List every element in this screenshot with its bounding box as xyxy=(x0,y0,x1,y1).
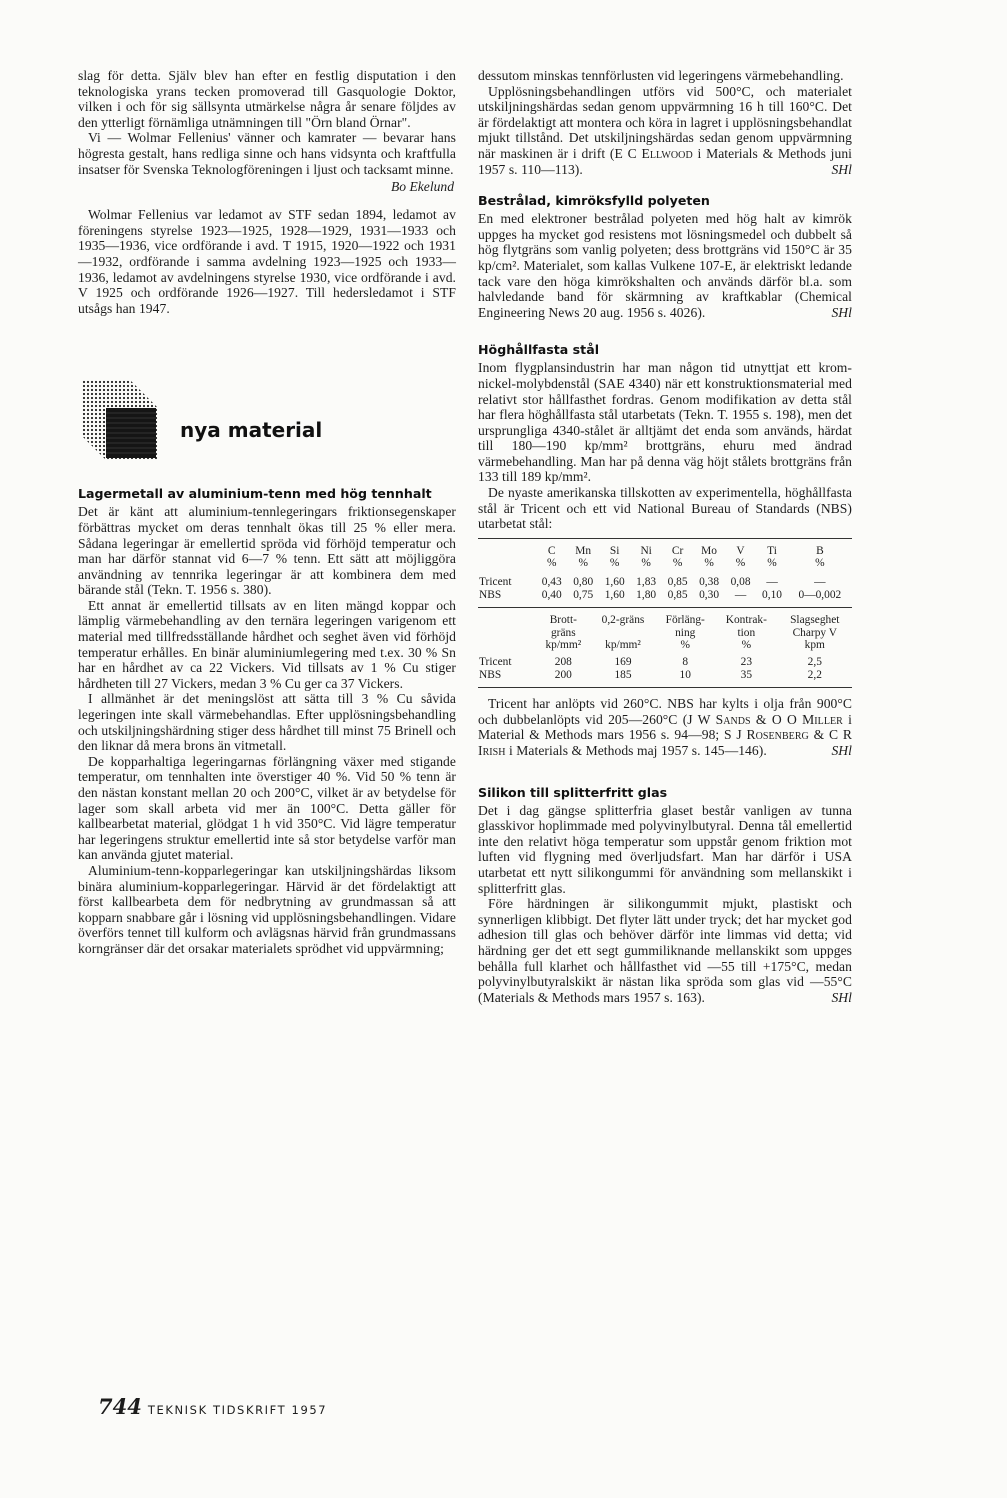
table-cell: 2,2 xyxy=(807,668,822,681)
table-cell: 0,40 xyxy=(541,588,562,601)
table-cell: 208 xyxy=(554,656,572,668)
table-cell: 0,80 xyxy=(573,576,594,589)
table-cell: 0,10 xyxy=(762,588,782,601)
article-paragraph: I allmänhet är det meningslöst att sätta till 3 % Cu såvida legeringen inte skall värmebehandlas. Efter upplösningsbehandling och utskiljningshärdning stiger dess hårdhet till minst 75 Brinell och den liknar då mera brons än vitmetall. xyxy=(78,691,456,754)
table-header-cell: Brott- xyxy=(549,614,577,627)
table-cell: 0,43 xyxy=(541,576,562,589)
author-initials: SHl xyxy=(831,989,852,1005)
table-header-cell: Förläng- xyxy=(665,614,705,627)
author-initials: SHl xyxy=(831,742,852,758)
table-header-cell: gräns xyxy=(550,626,576,639)
table-header-cell: kp/mm² xyxy=(605,639,641,652)
table-header-cell: % xyxy=(815,557,825,570)
section-logo-icon xyxy=(78,380,158,460)
table-cell: — xyxy=(766,576,778,589)
table-cell: 0,38 xyxy=(699,576,720,589)
table-header-cell: % xyxy=(672,557,683,570)
table-cell: — xyxy=(814,576,826,589)
article-paragraph: Ett annat är emellertid tillsats av en liten mängd koppar och lämplig värmebehandling av den ternära legeringen varigenom ett material med tillfredsställande hårdhet och seghet även vid förhöjd temperatur erhålles. En binär aluminiumlegering med t.ex. 30 % Sn har en hårdhet av ca 22 Vickers. Vid tillsats av 1 % Cu stiger hårdheten till 27 Vickers, medan 3 % Cu ger ca 37 Vickers. xyxy=(78,597,456,691)
table-header-cell xyxy=(478,557,536,570)
article-paragraph: dessutom minskas tennförlusten vid legeringens värmebehandling. xyxy=(478,68,844,83)
article-paragraph: Före härdningen är silikongummit mjukt, plastiskt och synnerligen klibbigt. Det flyter lätt under tryck; det har mycket god adhesion till glas och behöver därför inte limmas vid detta; vid härdning ger det ett segt gummiliknande mellanskikt som uppges behålla full klarhet och hållfasthet vid —55 till +175°C, medan polyvinylbutyralskikt är nästan lika spröda som glas vid —55°C (Materials & Methods mars 1957 s. 163). SHl xyxy=(478,896,852,1005)
table-header-cell xyxy=(478,545,536,558)
table-header-cell: kpm xyxy=(804,639,825,652)
table-header-cell: Charpy V xyxy=(792,626,837,639)
table-cell: 0,08 xyxy=(730,576,751,589)
table-header-cell: % xyxy=(641,557,651,570)
table-header-cell: Mo xyxy=(701,544,717,557)
table-cell: 0,75 xyxy=(573,588,594,601)
table-header-cell: % xyxy=(741,639,752,652)
article-heading: Bestrålad, kimröksfylld polyeten xyxy=(478,193,710,209)
table-cell: 1,80 xyxy=(636,588,657,601)
article-polyethylene xyxy=(478,193,852,320)
table-cell: 0—0,002 xyxy=(798,588,842,601)
section-header xyxy=(78,380,456,460)
table-header-cell xyxy=(591,627,656,640)
article-paragraph: Tricent har anlöpts vid 260°C. NBS har kylts i olja från 900°C och dubbelanlöpts vid 205—260°C (J W Sands & O O Miller i Material & Methods mars 1956 s. 94—98; S J Rosenberg & C R Irish i Materials & Methods maj 1957 s. 145—146). SHl xyxy=(478,696,852,758)
page-footer xyxy=(98,1394,327,1419)
table-cell: 8 xyxy=(682,656,689,668)
table-cell: NBS xyxy=(479,668,502,681)
left-column xyxy=(78,68,456,957)
author-initials: SHl xyxy=(831,304,852,320)
author-initials: SHl xyxy=(831,161,852,177)
table-header-cell: % xyxy=(680,639,690,652)
table-header-cell: V xyxy=(736,544,745,557)
obituary-paragraph: slag för detta. Själv blev han efter en festlig disputation i den teknologiska yrans tecken promoverad till Gasquologie Doktor, vilken i och för sig sällsynta utmärkelse några år senare följdes av den ytterligt förnämliga utnämningen till "Örn bland Örnar". xyxy=(78,68,456,130)
fellenius-bio: Wolmar Fellenius var ledamot av STF sedan 1894, ledamot av föreningens styrelse 1923—1925, 1928—1929, 1931—1933 och 1935—1936, vice ordförande i avd. T 1915, 1920—1922 och 1931—1932, ordförande i samma avdelning 1923—1925 och 1933—1936, ledamot av avdelningens styrelse 1930, vice ordförande i avd. V 1925 och ordförande 1926—1927. Till hedersledamot i STF utsågs han 1947. xyxy=(78,207,456,316)
article-heading: Lagermetall av aluminium-tenn med hög tennhalt xyxy=(78,486,432,502)
table-cell: Tricent xyxy=(479,656,512,668)
article-high-strength-steel xyxy=(478,342,852,758)
table-header-cell: % xyxy=(546,557,557,570)
table-cell: 0,30 xyxy=(699,588,720,601)
article-silicone-glass xyxy=(478,785,852,1006)
composition-table xyxy=(478,545,852,601)
table-header-cell: % xyxy=(609,557,620,570)
table-header-cell xyxy=(478,639,536,652)
right-column xyxy=(478,68,852,1005)
properties-table xyxy=(478,614,852,681)
article-paragraph: De kopparhaltiga legeringarnas förlängning växer med stigande temperatur, om tennhalten inte överstiger 40 %. Vid 50 % tenn är den nästan konstant mellan 20 och 200°C, vilket är av betydelse för lager som skall arbeta vid mer än 100°C. Detta gäller för kallbearbetat material, glödgat 1 h vid 350°C. Vid lägre temperatur har legeringens struktur emellertid inte så stor betydelse varför man kan använda gjutet material. xyxy=(78,753,456,863)
table-header-cell: Ni xyxy=(640,544,652,557)
table-cell: 185 xyxy=(614,668,632,681)
article-paragraph: Inom flygplansindustrin har man någon tid utnyttjat ett krom-nickel-molybdenstål (SAE 4340) när ett konstruktionsmaterial med relativt stor hållfasthet fordras. Genom modifikation av detta stål har flera höghållfasta stål utarbetats (Tekn. T. 1955 s. 198), men det ursprungliga 4340-stålet är alltjämt det enda som används, härdat till 180—190 kp/mm² brottgräns, ehuru med ändrad värmebehandling. Man har på denna väg höjt stålets brottgräns från 133 till 189 kp/mm². xyxy=(478,360,852,485)
table-header-cell: Kontrak- xyxy=(725,614,767,627)
table-cell: 1,60 xyxy=(604,576,625,589)
article-heading: Höghållfasta stål xyxy=(478,342,600,358)
table-header-cell: % xyxy=(767,557,777,570)
article-aluminium-tin xyxy=(78,486,456,956)
table-header-cell: % xyxy=(735,557,746,570)
table-cell: 10 xyxy=(679,668,691,681)
table-cell: 0,85 xyxy=(667,576,688,589)
table-header-cell: ning xyxy=(675,626,696,639)
table-header-cell: B xyxy=(816,544,824,557)
obituary-paragraph: Vi — Wolmar Fellenius' vänner och kamrater — bevarar hans högresta gestalt, hans redliga sinne och hans vidsynta och kraftfulla insatser för Svenska Teknologföreningen i ljust och tacksamt minne. xyxy=(78,130,456,177)
table-cell: 0,85 xyxy=(667,588,688,601)
table-header-cell: kp/mm² xyxy=(545,639,582,652)
table-header-cell xyxy=(478,627,536,640)
article-paragraph: Aluminium-tenn-kopparlegeringar kan utskiljningshärdas liksom binära aluminium-kopparlegeringar. Härvid är det fördelaktigt att först kallbearbeta dem för nedbrytning av grundmassan så att kopparn snabbare går i lösning vid upplösningsbehandlingen. Vidare överförs tennet till kulform och avlägsnas härvid från grundmassans korngränser där det orsakar materialets sprödhet vid uppvärmning; xyxy=(78,862,456,956)
table-header-cell: 0,2-gräns xyxy=(601,614,645,627)
table-header-cell: tion xyxy=(737,626,756,639)
table-cell: 23 xyxy=(740,656,753,668)
table-header-cell: Ti xyxy=(767,544,777,557)
article-heading: Silikon till splitterfritt glas xyxy=(478,784,668,800)
table-cell: 169 xyxy=(614,656,632,668)
table-header-cell xyxy=(478,614,536,627)
table-header-cell: Slagseghet xyxy=(790,614,840,627)
table-header-cell: Si xyxy=(609,544,620,557)
table-cell: 1,83 xyxy=(636,576,657,589)
table-cell: 2,5 xyxy=(807,656,822,668)
table-header-cell: Mn xyxy=(575,544,592,557)
page-number: 744 xyxy=(98,1394,142,1419)
table-cell: — xyxy=(734,588,747,601)
article-paragraph: De nyaste amerikanska tillskotten av experimentella, höghållfasta stål är Tricent och ett vid National Bureau of Standards (NBS) utarbetat stål: xyxy=(478,485,852,532)
article-paragraph: Upplösningsbehandlingen utförs vid 500°C, och materialet utskiljningshärdas sedan genom uppvärmning 16 h till 160°C. Det är fördelaktigt att montera och köra in lagret i upplösningsbehandlat mjukt tillstånd. Det utskiljningshärdas sedan genom uppvärmning när maskinen är i drift (E C Ellwood i Materials & Methods juni 1957 s. 110—113). SHl xyxy=(478,83,853,177)
table-cell: NBS xyxy=(479,588,502,601)
article-paragraph: Det i dag gängse splitterfria glaset består vanligen av tunna glasskivor hoplimmade med polyvinylbutyral. Denna tål emellertid inte den relativt höga temperatur som uppstår genom friktion mot luften vid flygning med överljudsfart. Man har därför i USA utarbetat ett nytt silikongummi för användning som mellanskikt i splitterfritt glas. xyxy=(478,802,852,896)
article-paragraph: Det är känt att aluminium-tennlegeringars friktionsegenskaper förbättras mycket om deras tennhalt ökas till 25 % eller mera. Sådana legeringar är emellertid spröda vid förhöjd temperatur och man har därför stannat vid 6—7 % tenn. Ett sätt att möjliggöra användning av tennrika legeringar är att kombinera dem med bärande stål (Tekn. T. 1956 s. 380). xyxy=(78,504,456,598)
table-header-cell: % xyxy=(578,557,588,570)
obituary-signature: Bo Ekelund xyxy=(390,179,454,195)
table-header-cell: C xyxy=(547,544,556,557)
author-name: Ellwood xyxy=(641,145,693,161)
table-header-cell: % xyxy=(704,557,714,570)
table-header-cell: Cr xyxy=(671,544,684,557)
table-cell: 1,60 xyxy=(604,588,625,601)
section-title: nya material xyxy=(180,418,323,443)
table-cell: 200 xyxy=(554,668,572,681)
table-cell: 35 xyxy=(740,668,753,681)
journal-name: TEKNISK TIDSKRIFT 1957 xyxy=(147,1403,328,1417)
table-cell: Tricent xyxy=(479,576,512,589)
article-paragraph: En med elektroner bestrålad polyeten med hög halt av kimrök uppges ha mycket god resistens mot lösningsmedel och dubbelt så hög flytgräns som vanlig polyeten; dess brottgräns vid 150°C är 35 kp/cm². Materialet, som kallas Vulkene 107-E, är elektriskt ledande tack vare den höga kimrökshalten och används därför bl.a. som halvledande band för skärmning av kraftkablar (Chemical Engineering News 20 aug. 1956 s. 4026). SHl xyxy=(478,211,852,320)
